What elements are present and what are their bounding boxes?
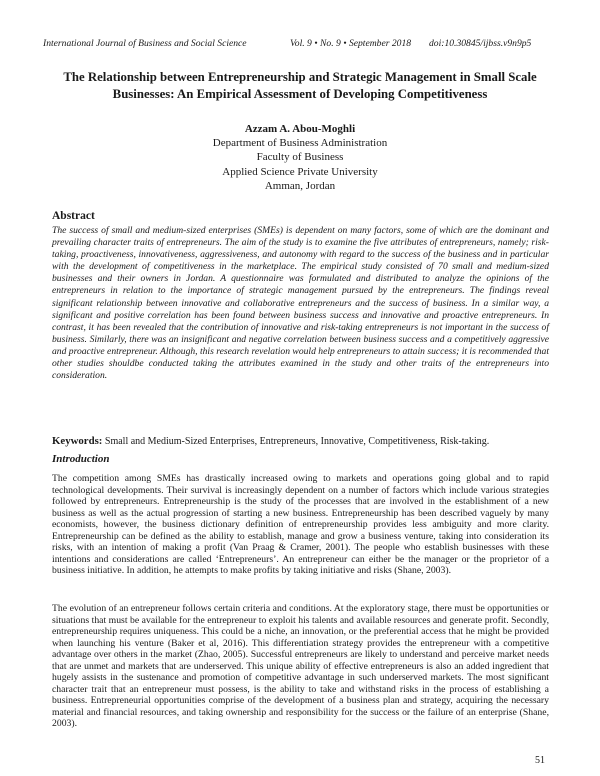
paper-title: The Relationship between Entrepreneurship and Strategic Management in Small Scale Businesses: An Empirical Assessment of Developing Competitiveness	[63, 70, 537, 101]
page-number: 51	[535, 755, 545, 766]
journal-name: International Journal of Business and Social Science	[43, 38, 247, 49]
keywords-label: Keywords:	[52, 435, 103, 447]
keywords	[52, 435, 552, 448]
author-block	[40, 122, 560, 193]
author-faculty: Faculty of Business	[256, 151, 344, 164]
introduction-paragraph-2: The evolution of an entrepreneur follows certain criteria and conditions. At the exploratory stage, there must be opportunities or situations that must be available for the entrepreneur to exploit his talents and available resources and generate profit. Secondly, entrepreneurship requires uniqueness. This could be a niche, an innovation, or the preferential access that he might be provided when launching his venture (Baker et al, 2016). This differentiation strategy provides the entrepreneur with a competitive advantage over others in the market (Zhao, 2005). Successful entrepreneurs are likely to understand and perceive market needs that are unmet and markets that are underserved. This unique ability of effective entrepreneurs is also an added ingredient that hugely assists in the sustenance and promotion of competitive advantage in such underserved markets. The most significant character trait that an entrepreneur must possess, is the ability to take and withstand risks in the process of establishing a business. Entrepreneurial opportunities comprise of the development of a business plan and strategy, acquiring the necessary material and financial resources, and taking ownership and responsibility for the success or the failure of an enterprise (Shane, 2003).	[52, 603, 549, 729]
introduction-paragraph-1: The competition among SMEs has drastically increased owing to markets and operations going global and to rapid technological developments. Their survival is increasingly dependent on a number of factors which include various strategies followed by entrepreneurs. Entrepreneurship is the study of the processes that are involved in the establishment of a new business as well as the actual progression of starting a new business. Entrepreneurship has been described vaguely by many economists, however, the business dictionary definition of entrepreneurship provides less ambiguity and more clarity. Entrepreneurship can be defined as the ability to establish, manage and grow a business venture, taking into consideration its risks, with an intention of making a profit (Van Praag & Cramer, 2001). The people who establish businesses with these intentions and considerations are called ‘Entrepreneurs’. An entrepreneur can either be the manager or the proprietor of a business initiative. In addition, he attempts to make profits by taking initiative and risks (Shane, 2003).	[52, 473, 549, 576]
volume-info: Vol. 9 • No. 9 • September 2018	[290, 38, 412, 49]
abstract-heading: Abstract	[52, 210, 95, 222]
introduction-heading: Introduction	[52, 453, 110, 465]
author-location: Amman, Jordan	[264, 179, 336, 192]
abstract-text: The success of small and medium-sized enterprises (SMEs) is dependent on many factors, some of which are the dominant and prevailing character traits of entrepreneurs. The aim of the study is to examine the five attributes of entrepreneurs, namely; risk-taking, proactiveness, innovativeness, aggressiveness, and autonomy with regard to the success of the business and in particular with the development of competitiveness in the marketplace. The empirical study consisted of 70 small and medium-sized businesses and their owners in Jordan. A questionnaire was formulated and distributed to analyze the opinions of the entrepreneurs in relation to the importance of strategic management pursued by the entrepreneurs. The findings reveal significant relationship between innovative and collaborative entrepreneurs and the success of business. In a similar way, a significant and positive correlation has been found between business success and innovative and proactive entrepreneurs. In contrast, it has been revealed that the contribution of innovative and risk-taking entrepreneurs is not important in the success of business. Similarly, there was an insignificant and negative correlation between business success and a competitively aggressive and proactive entrepreneur. Although, this research revelation would help entrepreneurs to attain success; it is recommended that other studies shouldbe conducted taking the attributes examined in the study and other traits of the entrepreneurs into consideration.	[52, 225, 550, 382]
author-name: Azzam A. Abou-Moghli	[244, 123, 356, 135]
author-department: Department of Business Administration	[212, 137, 388, 150]
keywords-text: Small and Medium-Sized Enterprises, Entrepreneurs, Innovative, Competitiveness, Risk-taking.	[102, 436, 490, 447]
author-university: Applied Science Private University	[222, 165, 378, 178]
doi: doi:10.30845/ijbss.v9n9p5	[429, 38, 532, 49]
